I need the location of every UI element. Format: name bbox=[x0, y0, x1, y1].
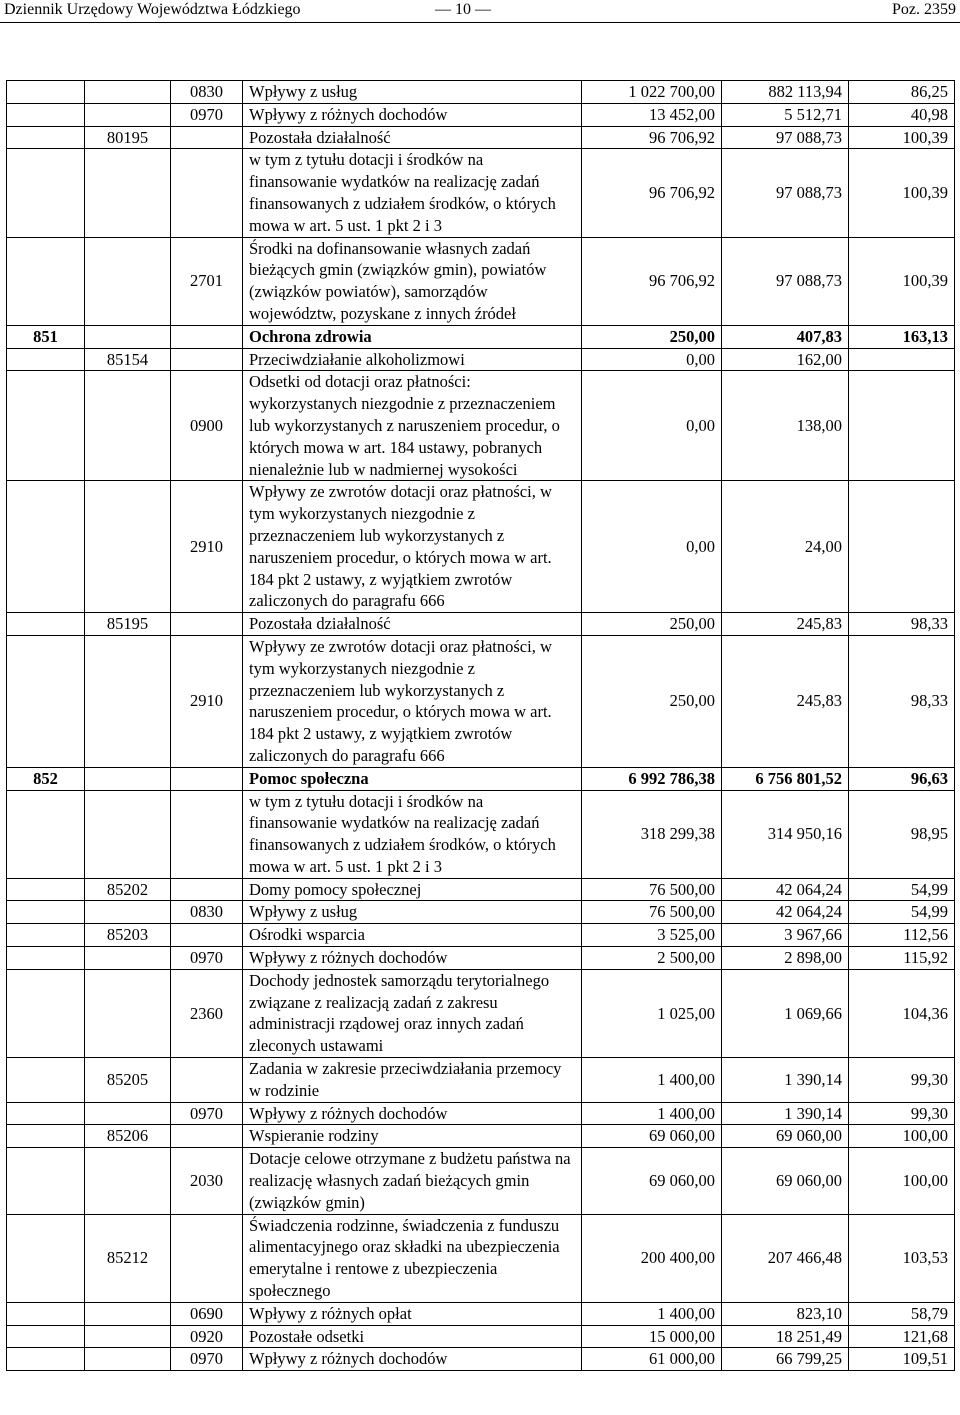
row-description: Świadczenia rodzinne, świadczenia z funduszu alimentacyjnego oraz składki na ubezpieczenia emerytalne i rentowe z ubezpieczenia społecznego bbox=[243, 1214, 582, 1302]
execution-percent: 100,39 bbox=[849, 149, 955, 237]
section-code bbox=[7, 635, 85, 767]
table-row bbox=[7, 149, 955, 237]
planned-amount: 96 706,92 bbox=[582, 126, 722, 149]
table-row bbox=[7, 969, 955, 1057]
executed-amount: 6 756 801,52 bbox=[722, 767, 849, 790]
executed-amount: 138,00 bbox=[722, 371, 849, 481]
section-code bbox=[7, 1214, 85, 1302]
planned-amount: 1 400,00 bbox=[582, 1302, 722, 1325]
executed-amount: 97 088,73 bbox=[722, 126, 849, 149]
chapter-code: 80195 bbox=[85, 126, 171, 149]
row-description: Dochody jednostek samorządu terytorialnego związane z realizacją zadań z zakresu administracji rządowej oraz innych zadań zleconych ustawami bbox=[243, 969, 582, 1057]
row-description: Wpływy z różnych opłat bbox=[243, 1302, 582, 1325]
chapter-code bbox=[85, 1302, 171, 1325]
table-row bbox=[7, 325, 955, 348]
table-row bbox=[7, 371, 955, 481]
paragraph-code bbox=[171, 1214, 243, 1302]
section-code bbox=[7, 947, 85, 970]
planned-amount: 76 500,00 bbox=[582, 901, 722, 924]
section-code bbox=[7, 924, 85, 947]
row-description: Wpływy z różnych dochodów bbox=[243, 103, 582, 126]
executed-amount: 3 967,66 bbox=[722, 924, 849, 947]
row-description: Ośrodki wsparcia bbox=[243, 924, 582, 947]
section-code bbox=[7, 149, 85, 237]
row-description: Przeciwdziałanie alkoholizmowi bbox=[243, 348, 582, 371]
position-number: Poz. 2359 bbox=[892, 1, 956, 18]
execution-percent: 121,68 bbox=[849, 1325, 955, 1348]
row-description: Wpływy z różnych dochodów bbox=[243, 1102, 582, 1125]
chapter-code bbox=[85, 325, 171, 348]
execution-percent: 40,98 bbox=[849, 103, 955, 126]
table-row bbox=[7, 924, 955, 947]
planned-amount: 96 706,92 bbox=[582, 237, 722, 325]
table-row bbox=[7, 1125, 955, 1148]
paragraph-code: 2030 bbox=[171, 1148, 243, 1214]
section-code bbox=[7, 878, 85, 901]
paragraph-code: 0970 bbox=[171, 103, 243, 126]
paragraph-code: 0830 bbox=[171, 901, 243, 924]
execution-percent: 163,13 bbox=[849, 325, 955, 348]
executed-amount: 5 512,71 bbox=[722, 103, 849, 126]
page-number: — 10 — bbox=[435, 1, 491, 18]
planned-amount: 6 992 786,38 bbox=[582, 767, 722, 790]
section-code bbox=[7, 481, 85, 613]
row-description: Wpływy z usług bbox=[243, 81, 582, 104]
execution-percent bbox=[849, 481, 955, 613]
executed-amount: 207 466,48 bbox=[722, 1214, 849, 1302]
executed-amount: 162,00 bbox=[722, 348, 849, 371]
execution-percent: 98,33 bbox=[849, 613, 955, 636]
chapter-code bbox=[85, 1148, 171, 1214]
chapter-code: 85195 bbox=[85, 613, 171, 636]
planned-amount: 2 500,00 bbox=[582, 947, 722, 970]
executed-amount: 66 799,25 bbox=[722, 1348, 849, 1371]
paragraph-code bbox=[171, 924, 243, 947]
paragraph-code bbox=[171, 149, 243, 237]
row-description: Pozostałe odsetki bbox=[243, 1325, 582, 1348]
execution-percent: 99,30 bbox=[849, 1102, 955, 1125]
planned-amount: 1 022 700,00 bbox=[582, 81, 722, 104]
planned-amount: 61 000,00 bbox=[582, 1348, 722, 1371]
planned-amount: 96 706,92 bbox=[582, 149, 722, 237]
executed-amount: 2 898,00 bbox=[722, 947, 849, 970]
row-description: Domy pomocy społecznej bbox=[243, 878, 582, 901]
chapter-code bbox=[85, 969, 171, 1057]
execution-percent: 86,25 bbox=[849, 81, 955, 104]
planned-amount: 1 400,00 bbox=[582, 1102, 722, 1125]
table-row bbox=[7, 1148, 955, 1214]
execution-percent: 99,30 bbox=[849, 1058, 955, 1103]
chapter-code bbox=[85, 767, 171, 790]
table-row bbox=[7, 1302, 955, 1325]
paragraph-code: 0900 bbox=[171, 371, 243, 481]
row-description: Wpływy ze zwrotów dotacji oraz płatności, w tym wykorzystanych niezgodnie z przeznaczeniem lub wykorzystanych z naruszeniem procedur, o których mowa w art. 184 pkt 2 ustawy, z wyjątkiem zwrotów zaliczonych do paragrafu 666 bbox=[243, 481, 582, 613]
execution-percent: 109,51 bbox=[849, 1348, 955, 1371]
section-code bbox=[7, 126, 85, 149]
execution-percent: 104,36 bbox=[849, 969, 955, 1057]
planned-amount: 15 000,00 bbox=[582, 1325, 722, 1348]
journal-title: Dziennik Urzędowy Województwa Łódzkiego bbox=[4, 1, 301, 18]
table-row bbox=[7, 126, 955, 149]
chapter-code bbox=[85, 790, 171, 878]
section-code bbox=[7, 81, 85, 104]
execution-percent: 54,99 bbox=[849, 901, 955, 924]
chapter-code bbox=[85, 901, 171, 924]
paragraph-code bbox=[171, 1058, 243, 1103]
planned-amount: 250,00 bbox=[582, 613, 722, 636]
execution-percent: 58,79 bbox=[849, 1302, 955, 1325]
row-description: Odsetki od dotacji oraz płatności: wykorzystanych niezgodnie z przeznaczeniem lub wykorzystanych z naruszeniem procedur, o których mowa w art. 184 ustawy, pobranych nienależnie lub w nadmiernej wysokości bbox=[243, 371, 582, 481]
chapter-code: 85154 bbox=[85, 348, 171, 371]
section-code bbox=[7, 371, 85, 481]
executed-amount: 245,83 bbox=[722, 635, 849, 767]
execution-percent: 100,39 bbox=[849, 237, 955, 325]
table-row bbox=[7, 103, 955, 126]
execution-percent: 115,92 bbox=[849, 947, 955, 970]
execution-percent: 100,39 bbox=[849, 126, 955, 149]
execution-percent: 98,95 bbox=[849, 790, 955, 878]
paragraph-code: 0970 bbox=[171, 1348, 243, 1371]
executed-amount: 69 060,00 bbox=[722, 1125, 849, 1148]
section-code bbox=[7, 1325, 85, 1348]
executed-amount: 24,00 bbox=[722, 481, 849, 613]
section-code: 852 bbox=[7, 767, 85, 790]
execution-percent: 54,99 bbox=[849, 878, 955, 901]
row-description: Wpływy z różnych dochodów bbox=[243, 1348, 582, 1371]
row-description: Wpływy z różnych dochodów bbox=[243, 947, 582, 970]
chapter-code bbox=[85, 1102, 171, 1125]
planned-amount: 13 452,00 bbox=[582, 103, 722, 126]
row-description: Wpływy ze zwrotów dotacji oraz płatności, w tym wykorzystanych niezgodnie z przeznaczeniem lub wykorzystanych z naruszeniem procedur, o których mowa w art. 184 pkt 2 ustawy, z wyjątkiem zwrotów zaliczonych do paragrafu 666 bbox=[243, 635, 582, 767]
chapter-code bbox=[85, 81, 171, 104]
section-code bbox=[7, 1348, 85, 1371]
table-row bbox=[7, 878, 955, 901]
section-code bbox=[7, 348, 85, 371]
table-row bbox=[7, 767, 955, 790]
row-description: Ochrona zdrowia bbox=[243, 325, 582, 348]
paragraph-code: 2701 bbox=[171, 237, 243, 325]
chapter-code bbox=[85, 237, 171, 325]
table-row bbox=[7, 1058, 955, 1103]
table-row bbox=[7, 901, 955, 924]
section-code bbox=[7, 237, 85, 325]
executed-amount: 245,83 bbox=[722, 613, 849, 636]
planned-amount: 0,00 bbox=[582, 481, 722, 613]
executed-amount: 42 064,24 bbox=[722, 901, 849, 924]
chapter-code bbox=[85, 481, 171, 613]
section-code bbox=[7, 790, 85, 878]
executed-amount: 69 060,00 bbox=[722, 1148, 849, 1214]
row-description: Wspieranie rodziny bbox=[243, 1125, 582, 1148]
table-row bbox=[7, 635, 955, 767]
planned-amount: 0,00 bbox=[582, 371, 722, 481]
row-description: Wpływy z usług bbox=[243, 901, 582, 924]
paragraph-code bbox=[171, 1125, 243, 1148]
paragraph-code: 2910 bbox=[171, 635, 243, 767]
executed-amount: 1 069,66 bbox=[722, 969, 849, 1057]
section-code bbox=[7, 1102, 85, 1125]
executed-amount: 314 950,16 bbox=[722, 790, 849, 878]
execution-percent: 100,00 bbox=[849, 1125, 955, 1148]
chapter-code: 85205 bbox=[85, 1058, 171, 1103]
planned-amount: 76 500,00 bbox=[582, 878, 722, 901]
table-row bbox=[7, 1214, 955, 1302]
paragraph-code bbox=[171, 325, 243, 348]
table-row bbox=[7, 481, 955, 613]
planned-amount: 3 525,00 bbox=[582, 924, 722, 947]
chapter-code: 85202 bbox=[85, 878, 171, 901]
executed-amount: 1 390,14 bbox=[722, 1058, 849, 1103]
paragraph-code: 0970 bbox=[171, 947, 243, 970]
planned-amount: 69 060,00 bbox=[582, 1148, 722, 1214]
chapter-code bbox=[85, 103, 171, 126]
table-row bbox=[7, 613, 955, 636]
execution-percent bbox=[849, 371, 955, 481]
row-description: Pozostała działalność bbox=[243, 613, 582, 636]
section-code bbox=[7, 1058, 85, 1103]
row-description: w tym z tytułu dotacji i środków na finansowanie wydatków na realizację zadań finansowanych z udziałem środków, o których mowa w art. 5 ust. 1 pkt 2 i 3 bbox=[243, 149, 582, 237]
table-row bbox=[7, 1102, 955, 1125]
budget-table bbox=[6, 80, 955, 1371]
chapter-code bbox=[85, 149, 171, 237]
table-row bbox=[7, 947, 955, 970]
paragraph-code bbox=[171, 613, 243, 636]
paragraph-code bbox=[171, 348, 243, 371]
budget-table-body bbox=[7, 81, 955, 1371]
section-code bbox=[7, 1125, 85, 1148]
planned-amount: 1 400,00 bbox=[582, 1058, 722, 1103]
paragraph-code: 0690 bbox=[171, 1302, 243, 1325]
executed-amount: 18 251,49 bbox=[722, 1325, 849, 1348]
paragraph-code: 0920 bbox=[171, 1325, 243, 1348]
table-row bbox=[7, 81, 955, 104]
execution-percent: 103,53 bbox=[849, 1214, 955, 1302]
paragraph-code bbox=[171, 878, 243, 901]
execution-percent bbox=[849, 348, 955, 371]
planned-amount: 0,00 bbox=[582, 348, 722, 371]
chapter-code bbox=[85, 1348, 171, 1371]
executed-amount: 42 064,24 bbox=[722, 878, 849, 901]
row-description: Zadania w zakresie przeciwdziałania przemocy w rodzinie bbox=[243, 1058, 582, 1103]
planned-amount: 250,00 bbox=[582, 635, 722, 767]
paragraph-code: 2360 bbox=[171, 969, 243, 1057]
section-code bbox=[7, 1302, 85, 1325]
planned-amount: 318 299,38 bbox=[582, 790, 722, 878]
planned-amount: 200 400,00 bbox=[582, 1214, 722, 1302]
execution-percent: 96,63 bbox=[849, 767, 955, 790]
executed-amount: 407,83 bbox=[722, 325, 849, 348]
table-row bbox=[7, 1348, 955, 1371]
planned-amount: 1 025,00 bbox=[582, 969, 722, 1057]
executed-amount: 97 088,73 bbox=[722, 149, 849, 237]
paragraph-code bbox=[171, 767, 243, 790]
chapter-code bbox=[85, 635, 171, 767]
row-description: Dotacje celowe otrzymane z budżetu państwa na realizację własnych zadań bieżących gmin (związków gmin) bbox=[243, 1148, 582, 1214]
table-row bbox=[7, 348, 955, 371]
planned-amount: 69 060,00 bbox=[582, 1125, 722, 1148]
execution-percent: 100,00 bbox=[849, 1148, 955, 1214]
executed-amount: 97 088,73 bbox=[722, 237, 849, 325]
section-code: 851 bbox=[7, 325, 85, 348]
chapter-code: 85203 bbox=[85, 924, 171, 947]
row-description: Pomoc społeczna bbox=[243, 767, 582, 790]
executed-amount: 1 390,14 bbox=[722, 1102, 849, 1125]
paragraph-code: 2910 bbox=[171, 481, 243, 613]
chapter-code: 85206 bbox=[85, 1125, 171, 1148]
paragraph-code: 0830 bbox=[171, 81, 243, 104]
section-code bbox=[7, 103, 85, 126]
table-row bbox=[7, 237, 955, 325]
executed-amount: 882 113,94 bbox=[722, 81, 849, 104]
planned-amount: 250,00 bbox=[582, 325, 722, 348]
page-header bbox=[0, 0, 960, 23]
chapter-code bbox=[85, 371, 171, 481]
chapter-code: 85212 bbox=[85, 1214, 171, 1302]
row-description: w tym z tytułu dotacji i środków na finansowanie wydatków na realizację zadań finansowanych z udziałem środków, o których mowa w art. 5 ust. 1 pkt 2 i 3 bbox=[243, 790, 582, 878]
section-code bbox=[7, 969, 85, 1057]
execution-percent: 112,56 bbox=[849, 924, 955, 947]
chapter-code bbox=[85, 1325, 171, 1348]
chapter-code bbox=[85, 947, 171, 970]
paragraph-code: 0970 bbox=[171, 1102, 243, 1125]
table-row bbox=[7, 1325, 955, 1348]
section-code bbox=[7, 1148, 85, 1214]
table-row bbox=[7, 790, 955, 878]
paragraph-code bbox=[171, 790, 243, 878]
section-code bbox=[7, 901, 85, 924]
row-description: Środki na dofinansowanie własnych zadań bieżących gmin (związków gmin), powiatów (związków powiatów), samorządów województw, pozyskane z innych źródeł bbox=[243, 237, 582, 325]
execution-percent: 98,33 bbox=[849, 635, 955, 767]
executed-amount: 823,10 bbox=[722, 1302, 849, 1325]
paragraph-code bbox=[171, 126, 243, 149]
section-code bbox=[7, 613, 85, 636]
row-description: Pozostała działalność bbox=[243, 126, 582, 149]
